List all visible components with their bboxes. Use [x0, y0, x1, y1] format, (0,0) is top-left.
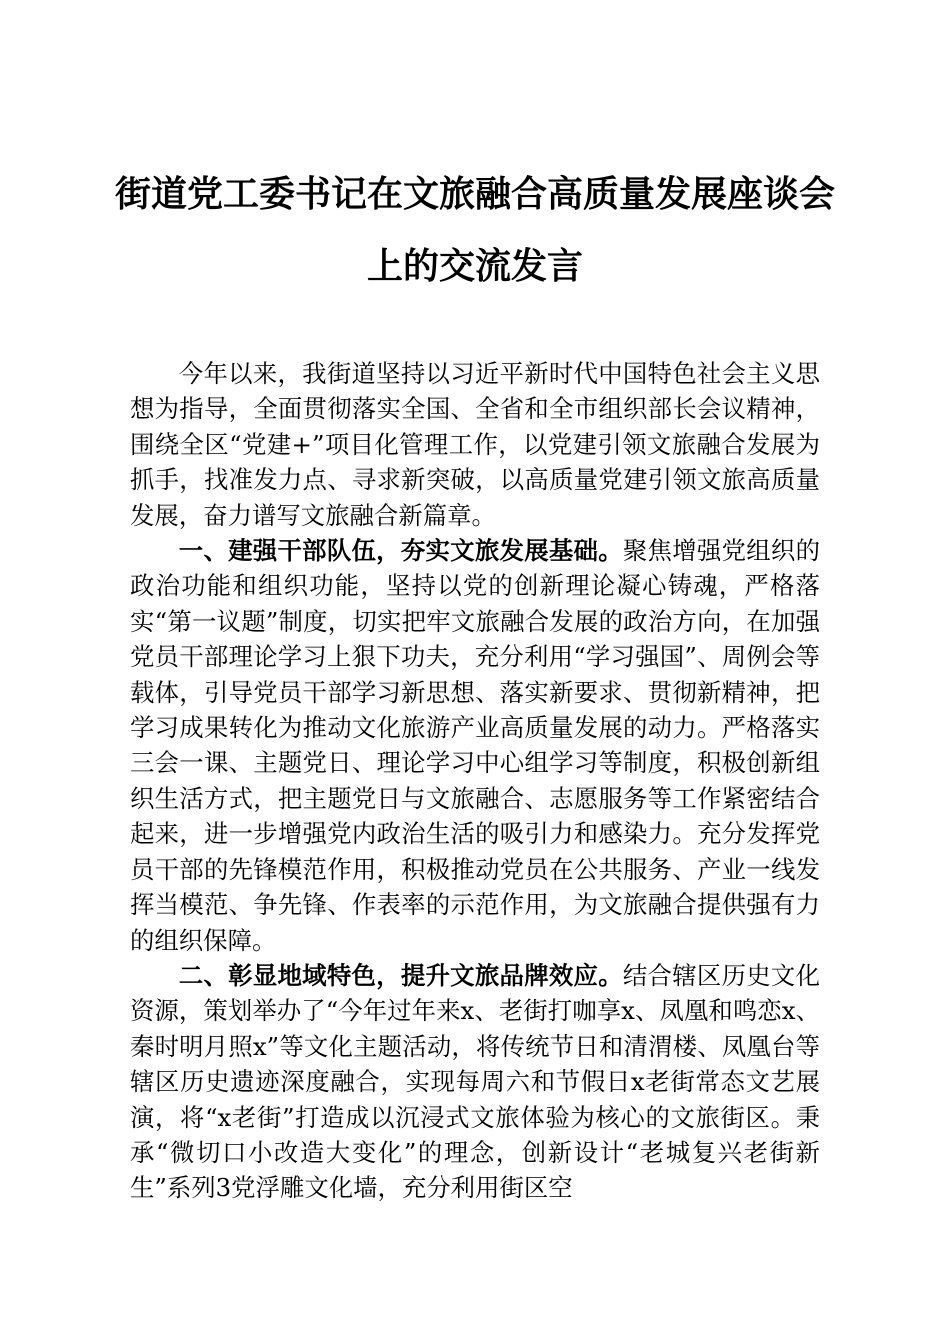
section-1-paragraph — [130, 533, 820, 958]
document-title-line-2: 上的交流发言 — [366, 245, 583, 287]
section-2-paragraph — [130, 958, 820, 1206]
section-2-heading: 二、彰显地域特色，提升文旅品牌效应。 — [178, 960, 623, 990]
intro-paragraph-text: 今年以来，我街道坚持以习近平新时代中国特色社会主义思想为指导，全面贯彻落实全国、全省和全市组织部长会议精神，围绕全区“党建+”项目化管理工作，以党建引领文旅融合发展为抓手，找准发力点、寻求新突破，以高质量党建引领文旅高质量发展，奋力谱写文旅融合新篇章。 — [130, 359, 820, 530]
section-1-heading: 一、建强干部队伍，夯实文旅发展基础。 — [178, 536, 623, 566]
section-2-text: 结合辖区历史文化资源，策划举办了“今年过年来x、老街打咖享x、凤凰和鸣恋x、秦时明月照x”等文化主题活动，将传统节日和清渭楼、凤凰台等辖区历史遗迹深度融合，实现每周六和节假日x老街常态文艺展演，将“x老街”打造成以沉浸式文旅体验为核心的文旅街区。秉承“微切口小改造大变化”的理念，创新设计“老城复兴老街新生”系列3党浮雕文化墙，充分利用街区空 — [130, 960, 820, 1203]
section-1-text: 聚焦增强党组织的政治功能和组织功能，坚持以党的创新理论凝心铸魂，严格落实“第一议题”制度，切实把牢文旅融合发展的政治方向，在加强党员干部理论学习上狠下功夫，充分利用“学习强国”、周例会等载体，引导党员干部学习新思想、落实新要求、贯彻新精神，把学习成果转化为推动文化旅游产业高质量发展的动力。严格落实三会一课、主题党日、理论学习中心组学习等制度，积极创新组织生活方式，把主题党日与文旅融合、志愿服务等工作紧密结合起来，进一步增强党内政治生活的吸引力和感染力。充分发挥党员干部的先锋模范作用，积极推动党员在公共服务、产业一线发挥当模范、争先锋、作表率的示范作用，为文旅融合提供强有力的组织保障。 — [130, 536, 820, 955]
intro-paragraph — [130, 356, 820, 533]
document-title-line-1: 街道党工委书记在文旅融合高质量发展座谈会 — [114, 173, 835, 215]
document-body — [130, 356, 820, 1206]
